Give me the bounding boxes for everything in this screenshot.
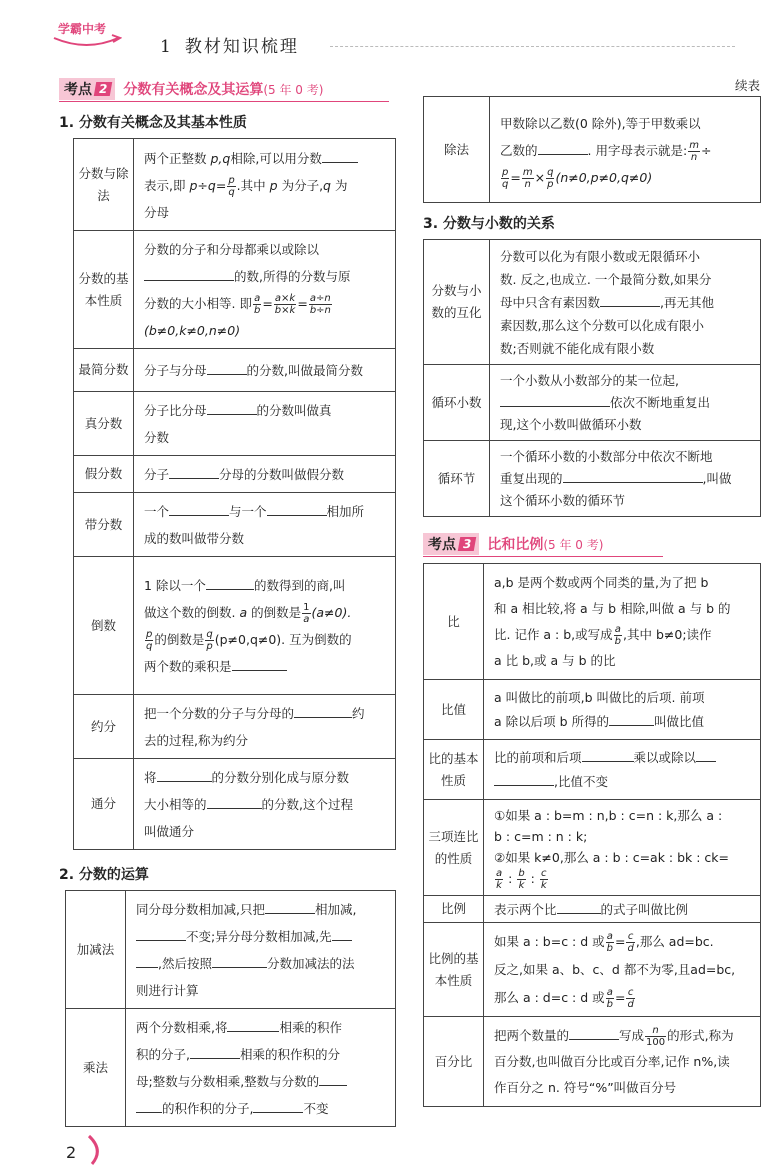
row-label: 乘法 [66, 1009, 126, 1127]
row-label: 倒数 [74, 557, 134, 695]
topic-title: 比和比例(5 年 0 考) [487, 537, 604, 553]
row-content: 把一个分数的分子与分母的 约 去的过程,称为约分 [134, 695, 396, 759]
header-divider [330, 46, 735, 47]
table-row [424, 896, 761, 923]
fraction-operations-table [65, 890, 396, 1127]
fraction-concepts-table [73, 138, 396, 850]
row-label: 三项连比的性质 [424, 800, 484, 896]
table-row [424, 800, 761, 896]
row-content: 分数可以化为有限小数或无限循环小 数. 反之,也成立. 一个最简分数,如果分 母中只含有素因数 ,再无其他 素因数,那么这个分数可以化成有限小 数;否则就不能化成有限小数 [490, 240, 761, 365]
table-row [74, 456, 396, 493]
row-label: 比值 [424, 680, 484, 740]
row-content: a,b 是两个数或两个同类的量,为了把 b 和 a 相比较,将 a 与 b 相除,叫做 a 与 b 的 比. 记作 a : b,或写成 $\frac{a}{b}$ ,其中 b≠0;读作 a 比 b,或 a 与 b 的比 [484, 564, 761, 680]
table-row [424, 441, 761, 517]
row-content: 一个小数从小数部分的某一位起, 依次不断地重复出 现,这个小数叫做循环小数 [490, 365, 761, 441]
row-label: 除法 [424, 97, 490, 203]
row-content: 1 除以一个 的数得到的商,叫 做这个数的倒数. a 的倒数是 $\frac{1}{a}$ (a≠0). $\frac{p}{q}$ 的倒数是 $\frac{q}{p}$ (p≠0,q≠0). 互为倒数的 两个数的乘积是 [134, 557, 396, 695]
table-row [74, 493, 396, 557]
table-row [424, 1017, 761, 1107]
right-column [423, 96, 763, 1107]
row-label: 比例的基本性质 [424, 923, 484, 1017]
row-label: 加减法 [66, 891, 126, 1009]
table-row [424, 564, 761, 680]
row-label: 比例 [424, 896, 484, 923]
row-content: 分子与分母 的分数,叫做最简分数 [134, 349, 396, 392]
row-content: 分子 分母的分数叫做假分数 [134, 456, 396, 493]
row-label: 分数的基本性质 [74, 231, 134, 349]
page-corner-arc-icon [86, 1134, 106, 1166]
row-label: 分数与除法 [74, 139, 134, 231]
table-row [74, 759, 396, 850]
row-content: 表示两个比 的式子叫做比例 [484, 896, 761, 923]
ratio-table [423, 563, 761, 1107]
table-row [66, 891, 396, 1009]
section-2-title: 2. 分数的运算 [59, 867, 149, 883]
topic-badge: 考点 3 [423, 533, 479, 555]
table-row [66, 1009, 396, 1127]
brand-logo [52, 18, 122, 48]
topic-2-heading [59, 78, 399, 100]
row-content: 将 的分数分别化成与原分数 大小相等的 的分数,这个过程 叫做通分 [134, 759, 396, 850]
table-row [424, 923, 761, 1017]
topic-title: 分数有关概念及其运算(5 年 0 考) [123, 82, 324, 98]
topic-underline [59, 101, 389, 102]
topic-underline [423, 556, 663, 557]
row-content: 两个正整数 p,q相除,可以用分数 表示,即 p÷q= $\frac{p}{q}$ .其中 p 为分子,q 为 分母 [134, 139, 396, 231]
row-label: 循环小数 [424, 365, 490, 441]
row-label: 假分数 [74, 456, 134, 493]
row-label: 带分数 [74, 493, 134, 557]
table-row [424, 97, 761, 203]
left-column [59, 78, 399, 1127]
row-content: 如果 a : b=c : d 或 $\frac{a}{b}$ = $\frac{c}{d}$ ,那么 ad=bc. 反之,如果 a、b、c、d 都不为零,且ad=bc, 那么 a : d=c : d 或 $\frac{a}{b}$ = $\frac{c}{d}$ [484, 923, 761, 1017]
row-content: 一个循环小数的小数部分中依次不断地 重复出现的 ,叫做 这个循环小数的循环节 [490, 441, 761, 517]
section-3-title: 3. 分数与小数的关系 [423, 216, 555, 232]
division-table [423, 96, 761, 203]
logo-swoosh-icon [52, 32, 122, 50]
chapter-heading [160, 32, 299, 57]
table-row [74, 557, 396, 695]
row-content: 同分母分数相加减,只把 相加减, 不变;异分母分数相加减,先 ,然后按照 分数加减法的法 则进行计算 [126, 891, 396, 1009]
row-label: 最简分数 [74, 349, 134, 392]
row-content: ①如果 a : b=m : n,b : c=n : k,那么 a : b : c=m : n : k; ②如果 k≠0,那么 a : b : c=ak : bk : ck= $\frac{a}{k}$ : $\frac{b}{k}$ : $\frac{c}{k}$ [484, 800, 761, 896]
table-row [74, 231, 396, 349]
row-content: 两个分数相乘,将 相乘的积作 积的分子, 相乘的积作积的分 母;整数与分数相乘,整数与分数的 的积作积的分子, 不变 [126, 1009, 396, 1127]
row-label: 分数与小数的互化 [424, 240, 490, 365]
logo-text: 学霸中考 [58, 22, 107, 36]
topic-badge: 考点 2 [59, 78, 115, 100]
page-number: 2 [66, 1143, 77, 1162]
table-row [424, 740, 761, 800]
table-row [424, 680, 761, 740]
topic-3-heading [423, 533, 763, 555]
row-content: 一个 与一个 相加所 成的数叫做带分数 [134, 493, 396, 557]
table-row [74, 349, 396, 392]
row-label: 真分数 [74, 392, 134, 456]
row-content: 比的前项和后项 乘以或除以 ,比值不变 [484, 740, 761, 800]
row-content: 分子比分母 的分数叫做真 分数 [134, 392, 396, 456]
section-1-title: 1. 分数有关概念及其基本性质 [59, 115, 247, 131]
row-content: a 叫做比的前项,b 叫做比的后项. 前项 a 除以后项 b 所得的 叫做比值 [484, 680, 761, 740]
row-content: 把两个数量的 写成 $\frac{n}{100}$ 的形式,称为 百分数,也叫做百分比或百分率,记作 n%,读 作百分之 n. 符号“%”叫做百分号 [484, 1017, 761, 1107]
row-content: 甲数除以乙数(0 除外),等于甲数乘以 乙数的 . 用字母表示就是: $\frac{m}{n}$ ÷ $\frac{p}{q}$ = $\frac{m}{n}$ × $\frac{q}{p}$ (n≠0,p≠0,q≠0) [490, 97, 761, 203]
row-content: 分数的分子和分母都乘以或除以 的数,所得的分数与原 分数的大小相等. 即 $\frac{a}{b}$ = $\frac{a\times k}{b\times k}$ = $\frac{a\div n}{b\div n}$ (b≠0,k≠0,n≠0) [134, 231, 396, 349]
row-label: 比的基本性质 [424, 740, 484, 800]
row-label: 约分 [74, 695, 134, 759]
row-label: 循环节 [424, 441, 490, 517]
row-label: 百分比 [424, 1017, 484, 1107]
table-row [74, 695, 396, 759]
table-row [424, 365, 761, 441]
table-row [74, 392, 396, 456]
table-row [74, 139, 396, 231]
continued-label: 续表 [735, 78, 761, 93]
table-row [424, 240, 761, 365]
chapter-title: 教材知识梳理 [184, 37, 299, 57]
fraction-decimal-table [423, 239, 761, 517]
row-label: 通分 [74, 759, 134, 850]
chapter-number: 1 [160, 37, 173, 57]
row-label: 比 [424, 564, 484, 680]
